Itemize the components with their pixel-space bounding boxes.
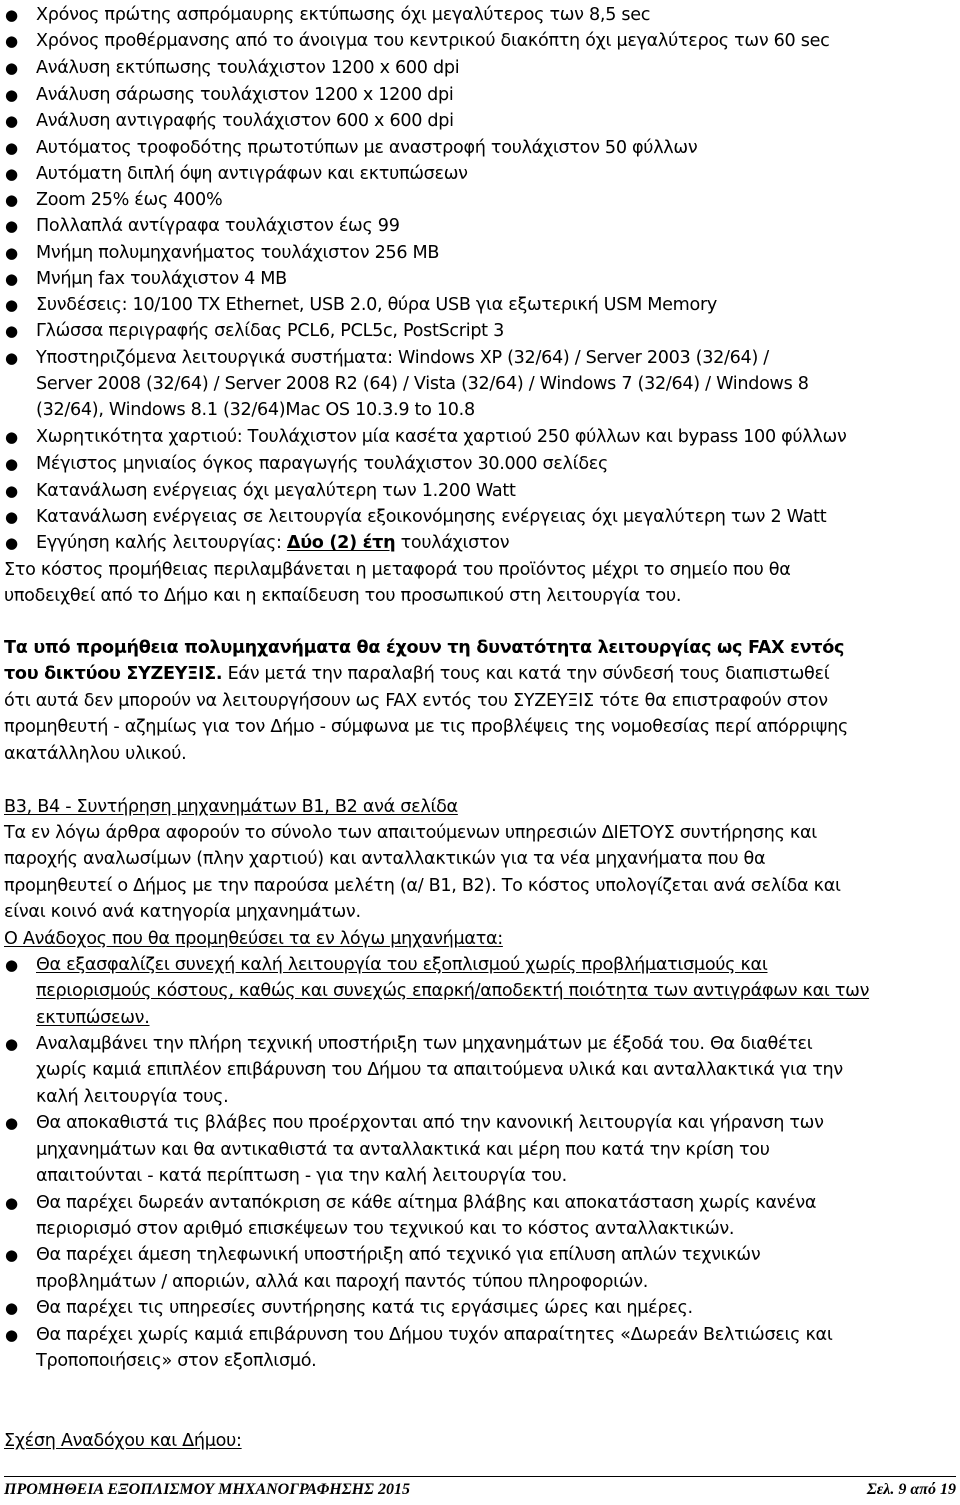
list-item-line: Τροποποιήσεις» στον εξοπλισμό.: [36, 1351, 317, 1371]
list-item: Zoom 25% έως 400%: [36, 190, 223, 210]
list-item: Ανάλυση εκτύπωσης τουλάχιστον 1200 x 600 dpi: [36, 58, 460, 78]
list-item: Ανάλυση αντιγραφής τουλάχιστον 600 x 600 dpi: [36, 111, 454, 131]
bullet-dot: ●: [5, 86, 19, 104]
page-current: 9: [898, 1481, 907, 1498]
list-item: Πολλαπλά αντίγραφα τουλάχιστον έως 99: [36, 216, 400, 236]
bullet-dot: ●: [5, 322, 19, 340]
os-support-line-1: Υποστηριζόμενα λειτουργικά συστήματα: Windows XP (32/64) / Server 2003 (32/64) /: [36, 348, 769, 368]
bullet-dot: ●: [5, 32, 19, 50]
bullet-dot: ●: [5, 1246, 19, 1264]
list-item: Χρόνος πρώτης ασπρόμαυρης εκτύπωσης όχι μεγαλύτερος των 8,5 sec: [36, 5, 651, 25]
warranty-duration: Δύο (2) έτη: [286, 533, 396, 553]
bullet-dot: ●: [5, 296, 19, 314]
os-support-line-2: Server 2008 (32/64) / Server 2008 R2 (64) / Vista (32/64) / Windows 7 (32/64) / Windows 8: [36, 374, 809, 394]
bullet-dot: ●: [5, 191, 19, 209]
bullet-dot: ●: [5, 455, 19, 473]
bullet-dot: ●: [5, 6, 19, 24]
list-item: Χωρητικότητα χαρτιού: Τουλάχιστον μία κασέτα χαρτιού 250 φύλλων και bypass 100 φύλλων: [36, 427, 847, 447]
list-item-line: Θα παρέχει άμεση τηλεφωνική υποστήριξη από τεχνικό για επίλυση απλών τεχνικών: [36, 1245, 761, 1265]
bullet-dot: ●: [5, 1299, 19, 1317]
bullet-dot: ●: [5, 508, 19, 526]
bullet-dot: ●: [5, 59, 19, 77]
maintenance-line-2: παροχής αναλωσίμων (πλην χαρτιού) και ανταλλακτικών για τα νέα μηχανήματα που θα: [4, 849, 766, 869]
list-item-line: απαιτούνται - κατά περίπτωση - για την καλή λειτουργία του.: [36, 1166, 567, 1186]
relation-heading: Σχέση Αναδόχου και Δήμου:: [4, 1431, 242, 1451]
list-item-line: χωρίς καμιά επιπλέον επιβάρυνση του Δήμου τα απαιτούμενα υλικά και ανταλλακτικά για την: [36, 1060, 843, 1080]
list-item-line: Αναλαμβάνει την πλήρη τεχνική υποστήριξη των μηχανημάτων με έξοδά του. Θα διαθέτει: [36, 1034, 813, 1054]
bullet-dot: ●: [5, 270, 19, 288]
fax-paragraph-line-2: [4, 661, 829, 687]
page-number: [867, 1481, 956, 1499]
fax-paragraph-line-3: ότι αυτά δεν μπορούν να λειτουργήσουν ως FAX εντός του ΣΥΖΕΥΞΙΣ τότε θα επιστραφούν στον: [4, 691, 828, 711]
list-item: Ανάλυση σάρωσης τουλάχιστον 1200 x 1200 dpi: [36, 85, 454, 105]
bullet-dot: ●: [5, 482, 19, 500]
list-item-line: Θα αποκαθιστά τις βλάβες που προέρχονται από την κανονική λειτουργία και γήρανση των: [36, 1113, 824, 1133]
list-item: Γλώσσα περιγραφής σελίδας PCL6, PCL5c, PostScript 3: [36, 321, 504, 341]
list-item: Αυτόματη διπλή όψη αντιγράφων και εκτυπώσεων: [36, 164, 468, 184]
list-item-line: Θα παρέχει δωρεάν ανταπόκριση σε κάθε αίτημα βλάβης και αποκατάσταση χωρίς κανένα: [36, 1193, 817, 1213]
bullet-dot: ●: [5, 956, 19, 974]
list-item-line: περιορισμούς κόστους, καθώς και συνεχώς επαρκή/αποδεκτή ποιότητα των αντιγράφων και των: [36, 981, 870, 1001]
cost-paragraph-line-2: υποδειχθεί από το Δήμο και η εκπαίδευση του προσωπικού στη λειτουργία του.: [4, 586, 682, 606]
fax-line-2-rest: Εάν μετά την παραλαβή τους και κατά την σύνδεσή τους διαπιστωθεί: [222, 664, 830, 684]
bullet-dot: ●: [5, 139, 19, 157]
list-item-line: προβλημάτων / αποριών, αλλά και παροχή παντός τύπου πληροφοριών.: [36, 1272, 649, 1292]
footer-title: ΠΡΟΜΗΘΕΙΑ ΕΞΟΠΛΙΣΜΟΥ ΜΗΧΑΝΟΓΡΑΦΗΣΗΣ 2015: [4, 1481, 410, 1498]
cost-paragraph-line-1: Στο κόστος προμήθειας περιλαμβάνεται η μεταφορά του προϊόντος μέχρι το σημείο που θα: [4, 560, 791, 580]
list-item: Συνδέσεις: 10/100 TX Ethernet, USB 2.0, θύρα USB για εξωτερική USM Memory: [36, 295, 718, 315]
warranty-prefix: Εγγύηση καλής λειτουργίας:: [36, 533, 287, 553]
page-of-label: από: [910, 1481, 936, 1498]
bullet-dot: ●: [5, 112, 19, 130]
bullet-dot: ●: [5, 244, 19, 262]
bullet-dot: ●: [5, 1114, 19, 1132]
list-item-line: Θα παρέχει τις υπηρεσίες συντήρησης κατά τις εργάσιμες ώρες και ημέρες.: [36, 1298, 693, 1318]
bullet-dot: ●: [5, 428, 19, 446]
list-item: Κατανάλωση ενέργειας σε λειτουργία εξοικονόμησης ενέργειας όχι μεγαλύτερη των 2 Watt: [36, 507, 827, 527]
fax-paragraph-bold-line: Τα υπό προμήθεια πολυμηχανήματα θα έχουν τη δυνατότητα λειτουργίας ως FAX εντός: [4, 638, 845, 658]
warranty-line: [36, 530, 509, 556]
bullet-dot: ●: [5, 165, 19, 183]
bullet-dot: ●: [5, 1326, 19, 1344]
page-label: Σελ.: [866, 1481, 895, 1498]
list-item: Μέγιστος μηνιαίος όγκος παραγωγής τουλάχιστον 30.000 σελίδες: [36, 454, 609, 474]
page-total: 19: [940, 1481, 956, 1498]
list-item: Μνήμη fax τουλάχιστον 4 MB: [36, 269, 287, 289]
warranty-suffix: τουλάχιστον: [395, 533, 510, 553]
list-item: Αυτόματος τροφοδότης πρωτοτύπων με αναστροφή τουλάχιστον 50 φύλλων: [36, 138, 698, 158]
fax-paragraph-line-4: προμηθευτή - αζημίως για τον Δήμο - σύμφωνα με τις προβλέψεις της νομοθεσίας περί απόρριψης: [4, 717, 848, 737]
list-item-line: καλή λειτουργία τους.: [36, 1087, 229, 1107]
fax-bold-network: του δικτύου ΣΥΖΕΥΞΙΣ.: [4, 664, 223, 684]
list-item-line: Θα εξασφαλίζει συνεχή καλή λειτουργία του εξοπλισμού χωρίς προβλήματισμούς και: [36, 955, 768, 975]
fax-paragraph-line-5: ακατάλληλου υλικού.: [4, 744, 187, 764]
list-item-line: Θα παρέχει χωρίς καμιά επιβάρυνση του Δήμου τυχόν απαραίτητες «Δωρεάν Βελτιώσεις και: [36, 1325, 833, 1345]
bullet-dot: ●: [5, 217, 19, 235]
bullet-dot: ●: [5, 1194, 19, 1212]
maintenance-line-3: προμηθευτεί ο Δήμος με την παρούσα μελέτη (α/ Β1, Β2). Το κόστος υπολογίζεται ανά σελίδα και: [4, 876, 841, 896]
os-support-line-3: (32/64), Windows 8.1 (32/64)Mac OS 10.3.9 to 10.8: [36, 400, 475, 420]
list-item: Χρόνος προθέρμανσης από το άνοιγμα του κεντρικού διακόπτη όχι μεγαλύτερος των 60 sec: [36, 31, 830, 51]
maintenance-line-1: Τα εν λόγω άρθρα αφορούν το σύνολο των απαιτούμενων υπηρεσιών ΔΙΕΤΟΥΣ συντήρησης και: [4, 823, 817, 843]
list-item-line: μηχανημάτων και θα αντικαθιστά τα ανταλλακτικά και μέρη που κατά την κρίση του: [36, 1140, 770, 1160]
list-item-line: περιορισμό στον αριθμό επισκέψεων του τεχνικού και το κόστος ανταλλακτικών.: [36, 1219, 735, 1239]
bullet-dot: ●: [5, 349, 19, 367]
maintenance-line-4: είναι κοινό ανά κατηγορία μηχανημάτων.: [4, 902, 361, 922]
list-item: Μνήμη πολυμηχανήματος τουλάχιστον 256 MB: [36, 243, 440, 263]
list-item-line: εκτυπώσεων.: [36, 1008, 150, 1028]
page-footer: [4, 1476, 956, 1505]
bullet-dot: ●: [5, 1035, 19, 1053]
maintenance-heading: Β3, Β4 - Συντήρηση μηχανημάτων Β1, Β2 ανά σελίδα: [4, 797, 458, 817]
bullet-dot: ●: [5, 534, 19, 552]
list-item: Κατανάλωση ενέργειας όχι μεγαλύτερη των 1.200 Watt: [36, 481, 516, 501]
contractor-heading: Ο Ανάδοχος που θα προμηθεύσει τα εν λόγω μηχανήματα:: [4, 929, 503, 949]
